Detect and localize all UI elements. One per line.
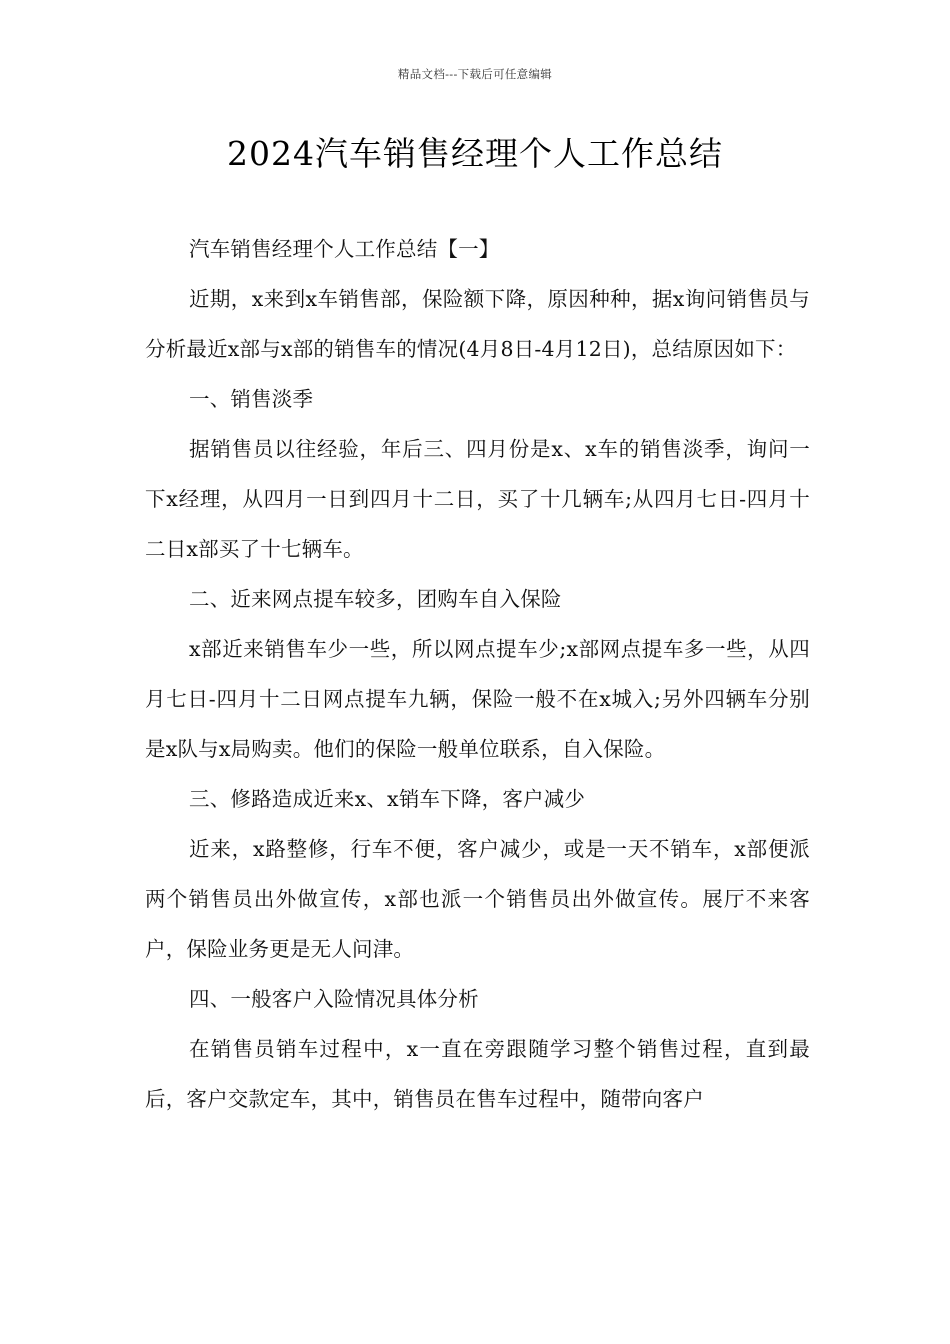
paragraph-road-repair: 近来，x路整修，行车不便，客户减少，或是一天不销车，x部便派两个销售员出外做宣传，x部也派一个销售员出外做宣传。展厅不来客户，保险业务更是无人问津。 [145, 837, 810, 961]
document-title: 2024汽车销售经理个人工作总结 [227, 134, 723, 173]
paragraph-intro: 近期，x来到x车销售部，保险额下降，原因种种，据x询问销售员与分析最近x部与x部的销售车的情况(4月8日-4月12日)，总结原因如下： [145, 287, 810, 361]
heading-road-repair: 三、修路造成近来x、x销车下降，客户减少 [189, 787, 586, 811]
header-note: 精品文档---下载后可任意编辑 [397, 67, 553, 81]
paragraph-off-season: 据销售员以往经验，年后三、四月份是x、x车的销售淡季，询问一下x经理，从四月一日到四月十二日，买了十几辆车;从四月七日-四月十二日x部买了十七辆车。 [145, 437, 810, 561]
paragraph-insurance-analysis: 在销售员销车过程中，x一直在旁跟随学习整个销售过程，直到最后，客户交款定车，其中，销售员在售车过程中，随带向客户 [145, 1037, 810, 1111]
heading-insurance-analysis: 四、一般客户入险情况具体分析 [189, 987, 479, 1011]
heading-off-season: 一、销售淡季 [189, 387, 314, 411]
section-heading-one: 汽车销售经理个人工作总结【一】 [189, 237, 500, 261]
paragraph-outlet-pickup: x部近来销售车少一些，所以网点提车少;x部网点提车多一些，从四月七日-四月十二日网点提车九辆，保险一般不在x城入;另外四辆车分别是x队与x局购卖。他们的保险一般单位联系，自入保险。 [145, 637, 810, 761]
document-body [145, 224, 810, 1124]
heading-outlet-pickup: 二、近来网点提车较多，团购车自入保险 [189, 587, 562, 611]
